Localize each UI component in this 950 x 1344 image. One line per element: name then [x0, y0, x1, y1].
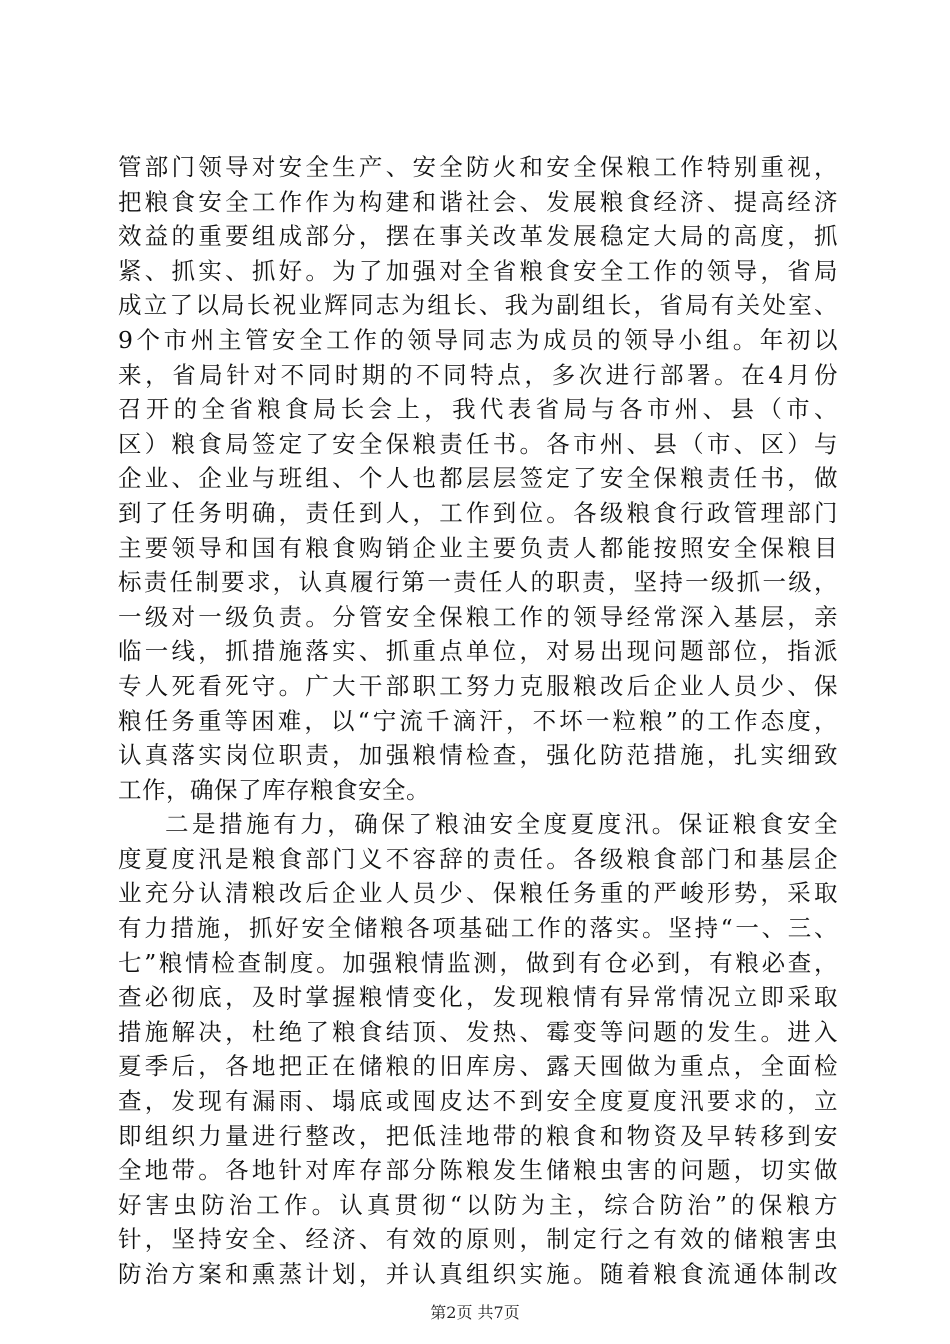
text-line: 到了任务明确，责任到人，工作到位。各级粮食行政管理部门 [118, 498, 838, 527]
page-footer [0, 1300, 950, 1323]
text-line: 业充分认清粮改后企业人员少、保粮任务重的严峻形势，采取 [118, 879, 838, 908]
text-line: 把粮食安全工作作为构建和谐社会、发展粮食经济、提高经济 [118, 187, 838, 216]
body-text [118, 150, 838, 1292]
text-line: 标责任制要求，认真履行第一责任人的职责，坚持一级抓一级， [118, 568, 838, 597]
text-line: 防治方案和熏蒸计划，并认真组织实施。随着粮食流通体制改 [118, 1260, 838, 1288]
text-line: 临一线，抓措施落实、抓重点单位，对易出现问题部位，指派 [118, 637, 838, 666]
text-line: 来，省局针对不同时期的不同特点，多次进行部署。在4月份 [118, 360, 838, 389]
text-line: 专人死看死守。广大干部职工努力克服粮改后企业人员少、保 [118, 671, 838, 700]
page-number-label: 第2页 共7页 [430, 1303, 520, 1322]
text-line: 主要领导和国有粮食购销企业主要负责人都能按照安全保粮目 [118, 533, 838, 562]
paragraph-start-line: 二是措施有力，确保了粮油安全度夏度汛。保证粮食安全 [165, 810, 838, 839]
text-line: 查，发现有漏雨、塌底或囤皮达不到安全度夏度汛要求的，立 [118, 1087, 838, 1116]
text-line: 好害虫防治工作。认真贯彻“以防为主，综合防治”的保粮方 [118, 1190, 838, 1219]
text-line: 措施解决，杜绝了粮食结顶、发热、霉变等问题的发生。进入 [118, 1017, 838, 1046]
text-line: 管部门领导对安全生产、安全防火和安全保粮工作特别重视， [118, 153, 838, 181]
text-line: 成立了以局长祝业辉同志为组长、我为副组长，省局有关处室、 [118, 291, 838, 320]
text-line: 工作，确保了库存粮食安全。 [118, 775, 430, 804]
text-line: 企业、企业与班组、个人也都层层签定了安全保粮责任书，做 [118, 464, 838, 493]
text-line: 查必彻底，及时掌握粮情变化，发现粮情有异常情况立即采取 [118, 983, 838, 1012]
text-line: 粮任务重等困难，以“宁流千滴汗，不坏一粒粮”的工作态度， [118, 706, 838, 735]
text-line: 9个市州主管安全工作的领导同志为成员的领导小组。年初以 [118, 325, 838, 354]
text-line: 全地带。各地针对库存部分陈粮发生储粮虫害的问题，切实做 [118, 1156, 838, 1185]
text-line: 认真落实岗位职责，加强粮情检查，强化防范措施，扎实细致 [118, 741, 838, 770]
text-line: 度夏度汛是粮食部门义不容辞的责任。各级粮食部门和基层企 [118, 844, 838, 873]
text-line: 效益的重要组成部分，摆在事关改革发展稳定大局的高度，抓 [118, 222, 838, 251]
text-line: 一级对一级负责。分管安全保粮工作的领导经常深入基层，亲 [118, 602, 838, 631]
text-line: 即组织力量进行整改，把低洼地带的粮食和物资及早转移到安 [118, 1121, 838, 1150]
text-line: 七”粮情检查制度。加强粮情监测，做到有仓必到，有粮必查， [118, 948, 838, 977]
text-line: 夏季后，各地把正在储粮的旧库房、露天囤做为重点，全面检 [118, 1052, 838, 1081]
text-line: 召开的全省粮食局长会上，我代表省局与各市州、县（市、 [118, 395, 838, 424]
text-line: 紧、抓实、抓好。为了加强对全省粮食安全工作的领导，省局 [118, 256, 838, 285]
text-line: 区）粮食局签定了安全保粮责任书。各市州、县（市、区）与 [118, 429, 838, 458]
text-line: 针，坚持安全、经济、有效的原则，制定行之有效的储粮害虫 [118, 1225, 838, 1254]
text-line: 有力措施，抓好安全储粮各项基础工作的落实。坚持“一、三、 [118, 914, 838, 943]
